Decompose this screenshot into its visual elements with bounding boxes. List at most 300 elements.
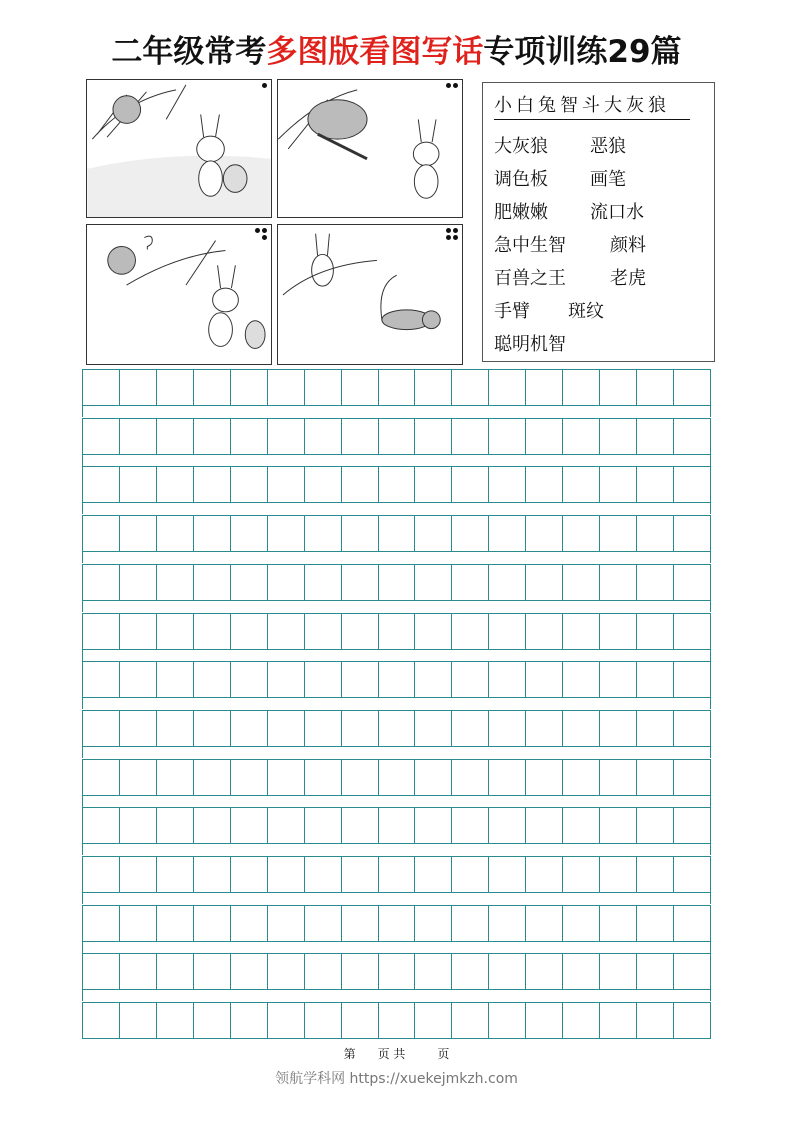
grid-cell <box>489 516 526 551</box>
grid-cell <box>489 808 526 843</box>
grid-cell <box>83 614 120 649</box>
grid-cell <box>452 954 489 989</box>
grid-cell <box>231 711 268 746</box>
grid-cell <box>489 711 526 746</box>
grid-cell <box>305 662 342 697</box>
grid-cell <box>231 370 268 405</box>
grid-cell <box>674 711 710 746</box>
grid-cell <box>83 857 120 892</box>
grid-cell <box>83 906 120 941</box>
grid-cell <box>83 711 120 746</box>
grid-cell <box>379 467 416 502</box>
word: 画笔 <box>590 169 626 190</box>
row-gap <box>82 796 711 807</box>
grid-cell <box>268 760 305 795</box>
grid-cell <box>415 906 452 941</box>
writing-grid-row <box>82 856 711 893</box>
grid-cell <box>268 419 305 454</box>
row-gap <box>82 893 711 904</box>
panel-order-dots <box>444 228 458 240</box>
illustration <box>87 80 271 217</box>
picture-panel-2 <box>277 79 463 218</box>
grid-cell <box>452 857 489 892</box>
writing-grid-row <box>82 661 711 698</box>
grid-cell <box>231 516 268 551</box>
picture-panel-4 <box>277 224 463 365</box>
grid-cell <box>120 906 157 941</box>
word: 流口水 <box>590 202 644 223</box>
grid-cell <box>489 370 526 405</box>
grid-cell <box>526 370 563 405</box>
grid-cell <box>452 370 489 405</box>
grid-cell <box>452 419 489 454</box>
title-part1: 二年级常考 <box>111 34 267 70</box>
grid-cell <box>600 954 637 989</box>
grid-cell <box>489 565 526 600</box>
grid-cell <box>637 370 674 405</box>
grid-cell <box>120 467 157 502</box>
writing-grid-row <box>82 369 711 406</box>
grid-cell <box>342 906 379 941</box>
grid-cell <box>231 808 268 843</box>
grid-cell <box>231 662 268 697</box>
grid-cell <box>379 906 416 941</box>
grid-cell <box>157 467 194 502</box>
grid-cell <box>305 808 342 843</box>
writing-grid-row <box>82 515 711 552</box>
grid-cell <box>637 516 674 551</box>
grid-cell <box>305 419 342 454</box>
grid-cell <box>379 808 416 843</box>
grid-cell <box>268 954 305 989</box>
grid-cell <box>194 857 231 892</box>
writing-grid-row <box>82 759 711 796</box>
grid-cell <box>526 808 563 843</box>
grid-cell <box>489 467 526 502</box>
grid-cell <box>379 565 416 600</box>
grid-cell <box>120 1003 157 1038</box>
grid-cell <box>489 760 526 795</box>
grid-cell <box>342 711 379 746</box>
panel-order-dots <box>253 228 267 240</box>
grid-cell <box>415 370 452 405</box>
grid-cell <box>268 614 305 649</box>
grid-cell <box>637 711 674 746</box>
word: 聪明机智 <box>494 334 566 355</box>
grid-cell <box>120 760 157 795</box>
grid-cell <box>379 662 416 697</box>
grid-cell <box>415 954 452 989</box>
grid-cell <box>526 954 563 989</box>
grid-cell <box>563 760 600 795</box>
grid-cell <box>268 516 305 551</box>
grid-cell <box>563 467 600 502</box>
grid-cell <box>305 614 342 649</box>
grid-cell <box>415 857 452 892</box>
grid-cell <box>489 954 526 989</box>
grid-cell <box>305 1003 342 1038</box>
grid-cell <box>563 370 600 405</box>
picture-panel-3 <box>86 224 272 365</box>
grid-cell <box>157 516 194 551</box>
grid-cell <box>600 565 637 600</box>
grid-cell <box>600 516 637 551</box>
grid-cell <box>563 1003 600 1038</box>
writing-grid-row <box>82 564 711 601</box>
grid-cell <box>342 370 379 405</box>
grid-cell <box>415 419 452 454</box>
footer-site: 领航学科网 https://xuekejmkzh.com <box>275 1071 518 1087</box>
grid-cell <box>157 370 194 405</box>
grid-cell <box>674 808 710 843</box>
grid-cell <box>379 711 416 746</box>
grid-cell <box>157 954 194 989</box>
grid-cell <box>674 419 710 454</box>
grid-cell <box>83 1003 120 1038</box>
grid-cell <box>674 906 710 941</box>
word: 肥嫩嫩 <box>494 202 548 223</box>
grid-cell <box>563 857 600 892</box>
grid-cell <box>305 857 342 892</box>
grid-cell <box>342 419 379 454</box>
grid-cell <box>674 662 710 697</box>
grid-cell <box>637 906 674 941</box>
grid-cell <box>231 954 268 989</box>
grid-cell <box>231 467 268 502</box>
grid-cell <box>600 857 637 892</box>
grid-cell <box>83 954 120 989</box>
grid-cell <box>563 954 600 989</box>
grid-cell <box>83 467 120 502</box>
grid-cell <box>194 711 231 746</box>
grid-cell <box>415 1003 452 1038</box>
title-part3: 专项训练29篇 <box>483 34 682 70</box>
grid-cell <box>526 711 563 746</box>
grid-cell <box>415 711 452 746</box>
grid-cell <box>268 565 305 600</box>
dot <box>262 228 267 233</box>
word: 老虎 <box>610 268 646 289</box>
writing-grid-row <box>82 418 711 455</box>
grid-cell <box>489 906 526 941</box>
grid-cell <box>157 614 194 649</box>
grid-cell <box>600 906 637 941</box>
row-gap <box>82 455 711 466</box>
grid-cell <box>305 565 342 600</box>
grid-cell <box>452 906 489 941</box>
grid-cell <box>526 857 563 892</box>
grid-cell <box>415 565 452 600</box>
grid-cell <box>268 808 305 843</box>
word: 手臂 <box>494 301 530 322</box>
dot <box>255 228 260 233</box>
dot <box>262 83 267 88</box>
dot <box>446 83 451 88</box>
grid-cell <box>637 419 674 454</box>
grid-cell <box>379 760 416 795</box>
grid-cell <box>231 614 268 649</box>
writing-grid-row <box>82 905 711 942</box>
grid-cell <box>415 760 452 795</box>
dot <box>262 235 267 240</box>
grid-cell <box>600 467 637 502</box>
grid-cell <box>194 760 231 795</box>
grid-cell <box>379 516 416 551</box>
grid-cell <box>157 419 194 454</box>
grid-cell <box>637 954 674 989</box>
row-gap <box>82 844 711 855</box>
grid-cell <box>452 614 489 649</box>
grid-cell <box>120 808 157 843</box>
grid-cell <box>157 565 194 600</box>
grid-cell <box>526 662 563 697</box>
grid-cell <box>415 516 452 551</box>
grid-cell <box>637 662 674 697</box>
writing-grid-row <box>82 1002 711 1039</box>
grid-cell <box>157 760 194 795</box>
grid-cell <box>452 760 489 795</box>
row-gap <box>82 406 711 417</box>
grid-cell <box>452 516 489 551</box>
grid-cell <box>637 565 674 600</box>
grid-cell <box>674 1003 710 1038</box>
writing-grid-row <box>82 953 711 990</box>
grid-cell <box>563 662 600 697</box>
grid-cell <box>305 516 342 551</box>
writing-grid-row <box>82 613 711 650</box>
grid-cell <box>157 711 194 746</box>
grid-cell <box>194 808 231 843</box>
grid-cell <box>194 467 231 502</box>
grid-cell <box>157 857 194 892</box>
grid-cell <box>637 467 674 502</box>
grid-cell <box>194 419 231 454</box>
grid-cell <box>83 419 120 454</box>
grid-cell <box>452 808 489 843</box>
grid-cell <box>563 565 600 600</box>
grid-cell <box>526 906 563 941</box>
row-gap <box>82 552 711 563</box>
word: 大灰狼 <box>494 136 548 157</box>
grid-cell <box>268 711 305 746</box>
grid-cell <box>526 467 563 502</box>
grid-cell <box>120 711 157 746</box>
grid-cell <box>452 711 489 746</box>
grid-cell <box>305 954 342 989</box>
grid-cell <box>526 419 563 454</box>
page-suffix: 页 <box>437 1047 450 1061</box>
grid-cell <box>674 467 710 502</box>
grid-cell <box>526 760 563 795</box>
grid-cell <box>305 906 342 941</box>
page-number <box>0 1047 793 1061</box>
row-gap <box>82 990 711 1001</box>
title-highlight: 多图版看图写话 <box>266 34 484 70</box>
word: 斑纹 <box>568 301 604 322</box>
grid-cell <box>120 516 157 551</box>
grid-cell <box>268 857 305 892</box>
grid-cell <box>194 516 231 551</box>
grid-cell <box>268 467 305 502</box>
picture-panel-1 <box>86 79 272 218</box>
row-gap <box>82 503 711 514</box>
word: 颜料 <box>610 235 646 256</box>
row-gap <box>82 942 711 953</box>
grid-cell <box>342 614 379 649</box>
grid-cell <box>452 565 489 600</box>
grid-cell <box>194 906 231 941</box>
word-bank-box <box>482 82 715 362</box>
grid-cell <box>120 662 157 697</box>
grid-cell <box>600 711 637 746</box>
grid-cell <box>83 662 120 697</box>
grid-cell <box>674 516 710 551</box>
word: 调色板 <box>494 169 548 190</box>
grid-cell <box>342 760 379 795</box>
grid-cell <box>379 857 416 892</box>
page-prefix: 第 <box>343 1047 356 1061</box>
grid-cell <box>194 565 231 600</box>
grid-cell <box>379 954 416 989</box>
grid-cell <box>563 711 600 746</box>
writing-grid-row <box>82 807 711 844</box>
grid-cell <box>120 565 157 600</box>
page-title <box>0 26 793 71</box>
grid-cell <box>637 808 674 843</box>
dot <box>453 235 458 240</box>
grid-cell <box>231 906 268 941</box>
grid-cell <box>379 614 416 649</box>
grid-cell <box>342 662 379 697</box>
grid-cell <box>415 467 452 502</box>
dot <box>446 235 451 240</box>
grid-cell <box>600 1003 637 1038</box>
grid-cell <box>231 419 268 454</box>
grid-cell <box>342 516 379 551</box>
grid-cell <box>342 857 379 892</box>
grid-cell <box>83 370 120 405</box>
grid-cell <box>120 857 157 892</box>
grid-cell <box>563 614 600 649</box>
grid-cell <box>674 370 710 405</box>
grid-cell <box>379 370 416 405</box>
panel-order-dots <box>253 83 267 88</box>
grid-cell <box>600 614 637 649</box>
grid-cell <box>120 954 157 989</box>
grid-cell <box>268 906 305 941</box>
grid-cell <box>489 614 526 649</box>
grid-cell <box>489 662 526 697</box>
grid-cell <box>83 808 120 843</box>
grid-cell <box>342 565 379 600</box>
grid-cell <box>305 467 342 502</box>
grid-cell <box>194 370 231 405</box>
grid-cell <box>452 662 489 697</box>
grid-cell <box>268 370 305 405</box>
grid-cell <box>157 808 194 843</box>
row-gap <box>82 650 711 661</box>
grid-cell <box>600 760 637 795</box>
grid-cell <box>563 808 600 843</box>
dot <box>446 228 451 233</box>
grid-cell <box>526 565 563 600</box>
grid-cell <box>674 565 710 600</box>
grid-cell <box>489 1003 526 1038</box>
grid-cell <box>452 467 489 502</box>
grid-cell <box>600 419 637 454</box>
writing-grid-row <box>82 466 711 503</box>
grid-cell <box>674 760 710 795</box>
grid-cell <box>526 516 563 551</box>
grid-cell <box>674 954 710 989</box>
grid-cell <box>342 1003 379 1038</box>
grid-cell <box>231 760 268 795</box>
grid-cell <box>194 614 231 649</box>
grid-cell <box>526 1003 563 1038</box>
grid-cell <box>600 662 637 697</box>
grid-cell <box>83 760 120 795</box>
grid-cell <box>379 1003 416 1038</box>
grid-cell <box>268 1003 305 1038</box>
grid-cell <box>600 808 637 843</box>
grid-cell <box>194 662 231 697</box>
grid-cell <box>563 419 600 454</box>
grid-cell <box>379 419 416 454</box>
grid-cell <box>637 857 674 892</box>
illustration <box>87 225 271 364</box>
panel-order-dots <box>444 83 458 88</box>
dot <box>453 228 458 233</box>
grid-cell <box>600 370 637 405</box>
grid-cell <box>415 662 452 697</box>
grid-cell <box>231 1003 268 1038</box>
grid-cell <box>526 614 563 649</box>
grid-cell <box>157 662 194 697</box>
row-gap <box>82 747 711 758</box>
grid-cell <box>674 614 710 649</box>
grid-cell <box>305 370 342 405</box>
grid-cell <box>637 1003 674 1038</box>
grid-cell <box>489 857 526 892</box>
writing-grid-row <box>82 710 711 747</box>
grid-cell <box>342 954 379 989</box>
grid-cell <box>231 565 268 600</box>
word: 急中生智 <box>494 235 566 256</box>
grid-cell <box>268 662 305 697</box>
grid-cell <box>452 1003 489 1038</box>
grid-cell <box>157 1003 194 1038</box>
grid-cell <box>120 370 157 405</box>
row-gap <box>82 698 711 709</box>
grid-cell <box>637 760 674 795</box>
grid-cell <box>415 808 452 843</box>
grid-cell <box>674 857 710 892</box>
grid-cell <box>305 760 342 795</box>
word: 百兽之王 <box>494 268 566 289</box>
grid-cell <box>305 711 342 746</box>
grid-cell <box>231 857 268 892</box>
grid-cell <box>637 614 674 649</box>
grid-cell <box>157 906 194 941</box>
row-gap <box>82 601 711 612</box>
grid-cell <box>342 808 379 843</box>
grid-cell <box>83 565 120 600</box>
word-bank-title: 小白兔智斗大灰狼 <box>494 91 690 120</box>
page-mid: 页 共 <box>377 1047 406 1061</box>
grid-cell <box>120 614 157 649</box>
grid-cell <box>342 467 379 502</box>
illustration <box>278 80 462 217</box>
